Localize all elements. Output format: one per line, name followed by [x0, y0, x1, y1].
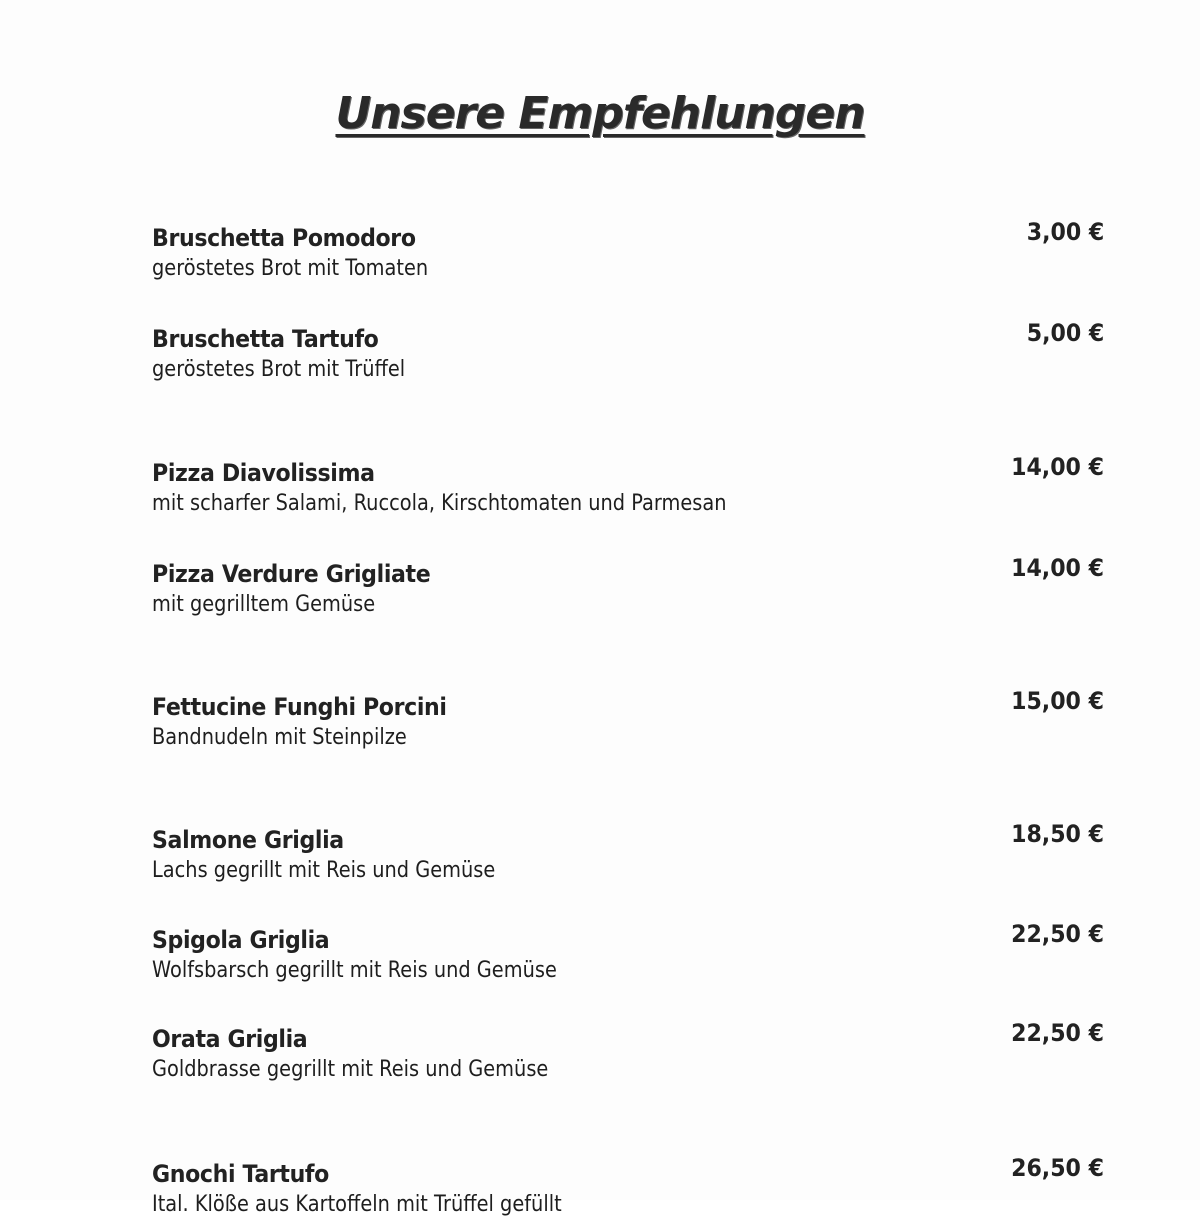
item-description: geröstetes Brot mit Trüffel	[152, 357, 406, 382]
item-name: Bruschetta Tartufo	[152, 325, 379, 353]
item-description: geröstetes Brot mit Tomaten	[152, 256, 429, 281]
item-price: 18,50 €	[1011, 820, 1104, 848]
item-name: Orata Griglia	[152, 1025, 308, 1053]
item-name: Spigola Griglia	[152, 926, 330, 954]
title-text: Unsere Empfehlungen	[335, 88, 865, 139]
item-name: Salmone Griglia	[152, 826, 344, 854]
item-price: 15,00 €	[1011, 687, 1104, 715]
item-price: 22,50 €	[1011, 1019, 1104, 1047]
item-price: 22,50 €	[1011, 920, 1104, 948]
menu-item	[152, 554, 1104, 624]
item-name: Pizza Diavolissima	[152, 459, 375, 487]
item-name: Pizza Verdure Grigliate	[152, 560, 431, 588]
item-description: Ital. Klöße aus Kartoffeln mit Trüffel gefüllt	[152, 1192, 562, 1217]
item-description: Bandnudeln mit Steinpilze	[152, 725, 407, 750]
page-title	[0, 88, 1200, 139]
item-price: 5,00 €	[1026, 319, 1104, 347]
item-price: 26,50 €	[1011, 1154, 1104, 1182]
menu-item	[152, 218, 1104, 288]
menu-item	[152, 687, 1104, 757]
menu-item	[152, 920, 1104, 990]
menu-item	[152, 319, 1104, 389]
item-name: Gnochi Tartufo	[152, 1160, 329, 1188]
item-description: mit gegrilltem Gemüse	[152, 592, 376, 617]
item-description: Goldbrasse gegrillt mit Reis und Gemüse	[152, 1057, 549, 1082]
item-description: Wolfsbarsch gegrillt mit Reis und Gemüse	[152, 958, 557, 983]
item-price: 14,00 €	[1011, 453, 1104, 481]
item-name: Bruschetta Pomodoro	[152, 224, 416, 252]
menu-item	[152, 820, 1104, 890]
item-description: mit scharfer Salami, Ruccola, Kirschtomaten und Parmesan	[152, 491, 727, 516]
menu-item	[152, 1154, 1104, 1224]
item-description: Lachs gegrillt mit Reis und Gemüse	[152, 858, 496, 883]
item-price: 14,00 €	[1011, 554, 1104, 582]
item-name: Fettucine Funghi Porcini	[152, 693, 447, 721]
menu-item	[152, 453, 1104, 523]
menu-item	[152, 1019, 1104, 1089]
item-price: 3,00 €	[1026, 218, 1104, 246]
